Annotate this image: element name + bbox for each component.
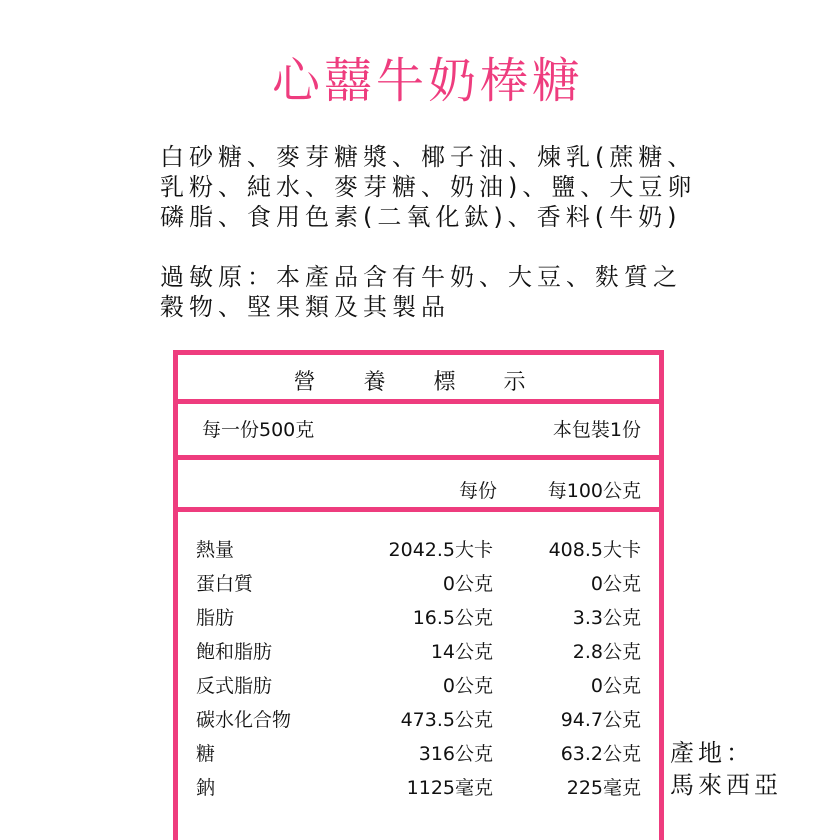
ingredients-line: 磷脂、食用色素(二氧化鈦)、香料(牛奶) [160,203,682,231]
nutrient-name: 蛋白質 [196,573,254,595]
nutrition-row [178,705,659,739]
nutrition-row [178,637,659,671]
nutrition-row [178,569,659,603]
nutrient-per-serving: 2042.5大卡 [388,539,493,561]
nutrient-name: 脂肪 [196,607,235,629]
nutrient-per-serving: 473.5公克 [400,709,493,731]
nutrient-per-serving: 0公克 [442,675,493,697]
nutrition-row [178,671,659,705]
nutrient-per-100g: 0公克 [590,573,641,595]
origin-value: 馬來西亞 [670,771,782,799]
servings-per-pack: 本包裝1份 [552,419,641,441]
origin-label: 產地： [670,739,754,767]
origin-info [670,737,782,801]
ingredients-line: 白砂糖、麥芽糖漿、椰子油、煉乳(蔗糖、 [160,143,697,171]
nutrient-per-100g: 0公克 [590,675,641,697]
nutrient-per-100g: 2.8公克 [572,641,641,663]
nutrient-name: 糖 [196,743,216,765]
nutrition-rows [178,535,659,807]
ingredients-line: 乳粉、純水、麥芽糖、奶油)、鹽、大豆卵 [160,173,697,201]
nutrient-name: 熱量 [196,539,235,561]
nutrient-name: 鈉 [196,777,216,799]
nutrition-row [178,773,659,807]
nutrient-per-100g: 225毫克 [566,777,641,799]
allergen-line: 穀物、堅果類及其製品 [160,293,450,321]
divider [178,507,659,512]
allergen-text [160,262,720,322]
divider [178,455,659,460]
column-header-per-serving: 每份 [458,480,497,502]
nutrient-per-100g: 3.3公克 [572,607,641,629]
product-title: 心囍牛奶棒糖 [271,53,584,109]
nutrition-facts-panel [173,350,664,840]
nutrition-row [178,739,659,773]
serving-size: 每一份500克 [202,419,315,441]
nutrient-name: 飽和脂肪 [196,641,273,663]
nutrient-per-serving: 16.5公克 [412,607,493,629]
nutrient-per-serving: 0公克 [442,573,493,595]
allergen-line: 過敏原：本產品含有牛奶、大豆、麩質之 [160,263,682,291]
nutrition-row [178,535,659,569]
nutrient-per-100g: 94.7公克 [560,709,641,731]
nutrient-per-100g: 408.5大卡 [548,539,641,561]
ingredients-text [160,142,720,232]
nutrient-per-100g: 63.2公克 [560,743,641,765]
nutrient-name: 碳水化合物 [196,709,292,731]
column-header-per-100g: 每100公克 [547,480,641,502]
divider [178,399,659,404]
nutrient-per-serving: 14公克 [430,641,493,663]
nutrient-per-serving: 316公克 [418,743,493,765]
nutrient-name: 反式脂肪 [196,675,273,697]
nutrition-heading: 營養標示 [293,370,574,395]
nutrition-row [178,603,659,637]
nutrient-per-serving: 1125毫克 [406,777,493,799]
